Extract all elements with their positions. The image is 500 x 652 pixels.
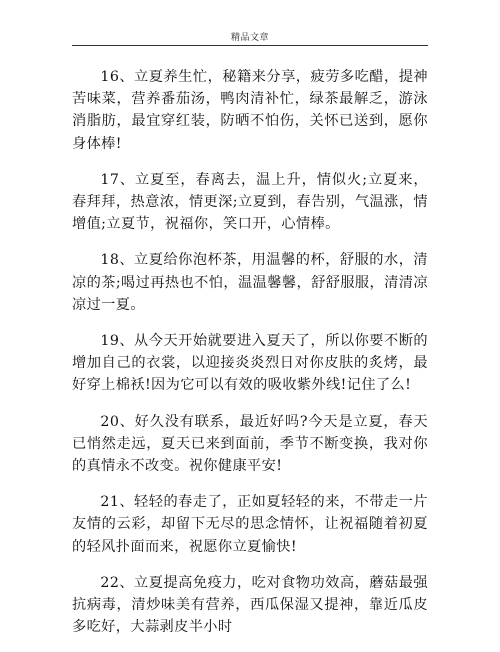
header-title: 精品文章 <box>230 33 269 43</box>
paragraph-20: 20、好久没有联系，最近好吗?今天是立夏，春天已悄然走远，夏天已来到面前，季节不断变换，我对你的真情永不改变。祝你健康平安! <box>72 413 428 475</box>
paragraph-22: 22、立夏提高免疫力，吃对食物功效高，蘑菇最强抗病毒，清炒味美有营养，西瓜保湿又提神，靠近瓜皮多吃好，大蒜剥皮半小时 <box>72 574 428 636</box>
paragraph-18: 18、立夏给你泡杯茶，用温馨的杯，舒服的水，清凉的茶;喝过再热也不怕，温温馨馨，舒舒服服，清清凉凉过一夏。 <box>72 252 428 313</box>
page-header <box>0 0 500 46</box>
paragraph-17: 17、立夏至，春离去，温上升，情似火;立夏来，春拜拜，热意浓，情更深;立夏到，春告别，气温涨，情增值;立夏节，祝福你，笑口开，心情棒。 <box>72 171 428 233</box>
paragraph-16: 16、立夏养生忙，秘籍来分享，疲劳多吃醋，提神苦味菜，营养番茄汤，鸭肉清补忙，绿茶最解乏，游泳消脂肪，最宜穿红装，防晒不怕伤，关怀已送到，愿你身体棒! <box>72 69 428 152</box>
paragraph-21: 21、轻轻的春走了，正如夏轻轻的来，不带走一片友情的云彩，却留下无尽的思念情怀，让祝福随着初夏的轻风扑面而来，祝愿你立夏愉快! <box>72 494 428 555</box>
header-divider <box>72 45 428 46</box>
paragraph-19: 19、从今天开始就要进入夏天了，所以你要不断的增加自己的衣裳，以迎接炎炎烈日对你皮肤的炙烤，最好穿上棉袄!因为它可以有效的吸收紫外线!记住了么! <box>72 333 428 394</box>
page-cutoff <box>0 556 500 566</box>
